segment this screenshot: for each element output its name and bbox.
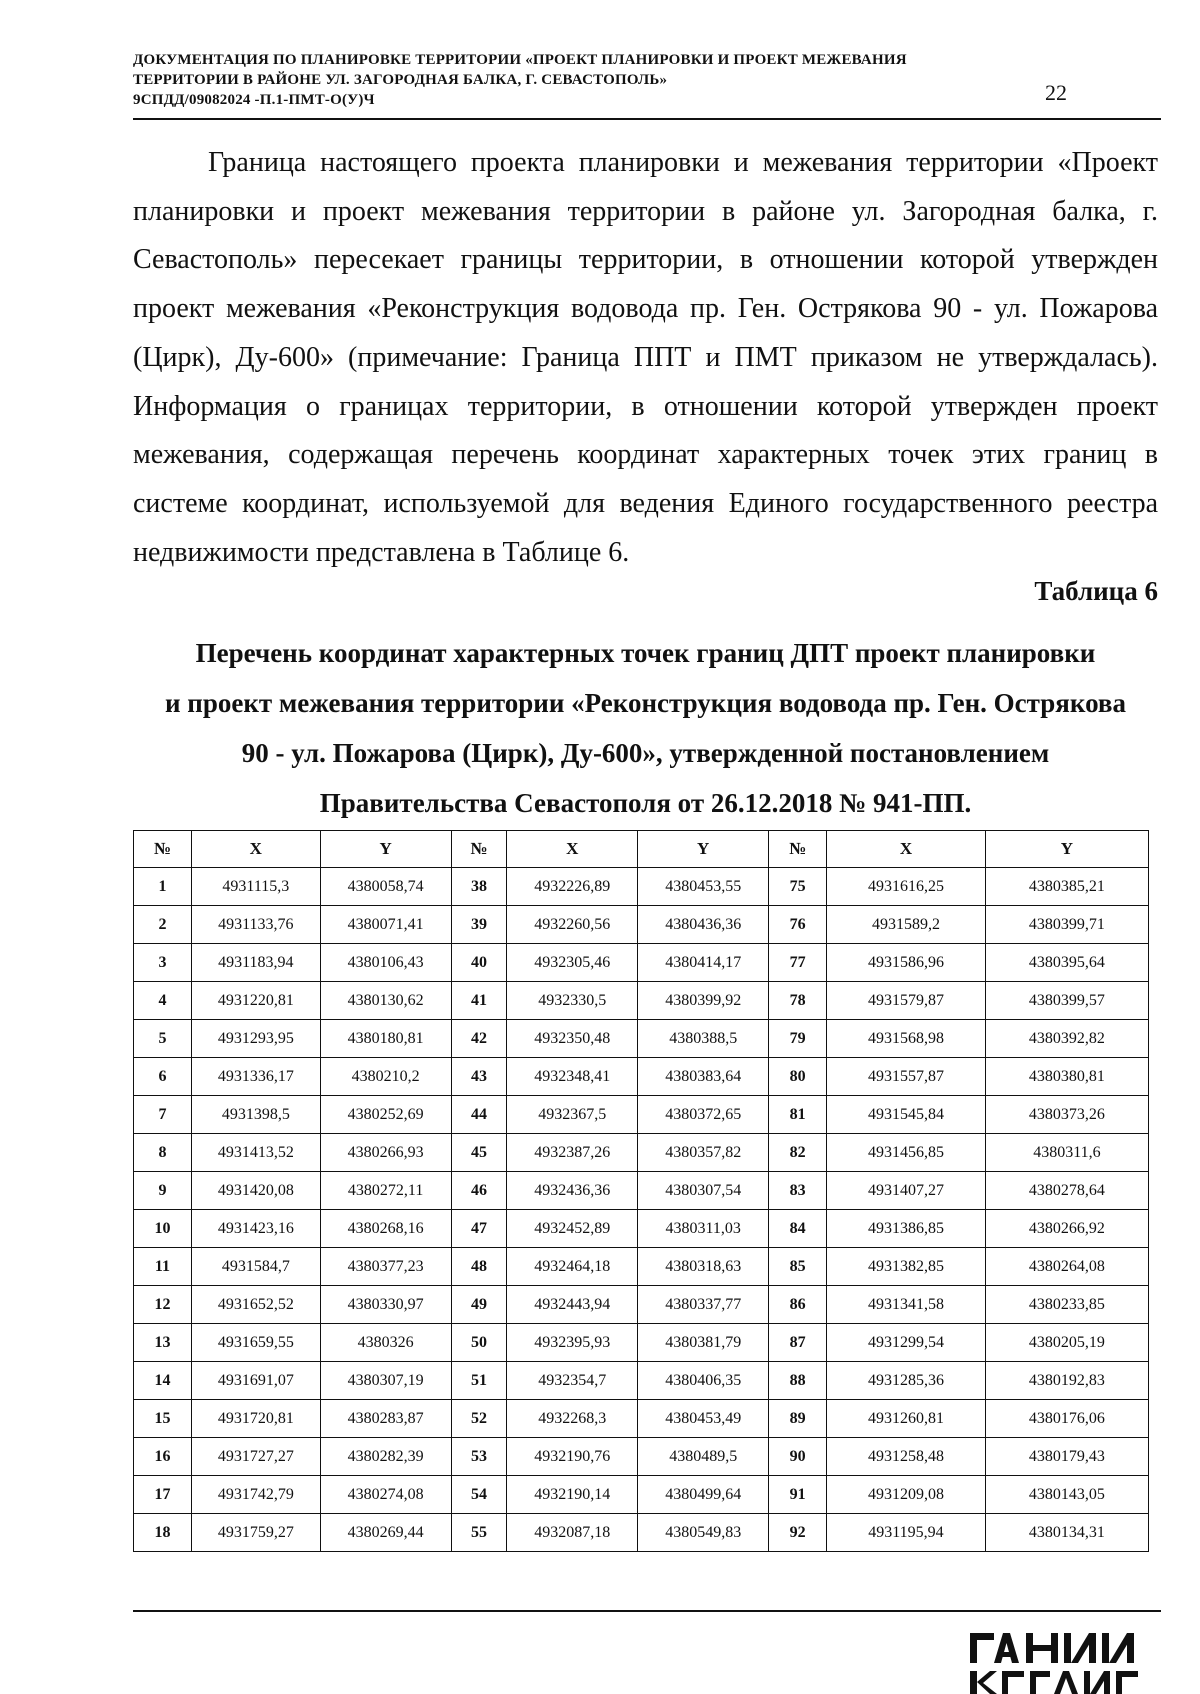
y-coordinate-cell: 4380071,41 — [320, 906, 451, 944]
table-row — [134, 1400, 1149, 1438]
x-coordinate-cell: 4931652,52 — [191, 1286, 320, 1324]
point-number-cell: 83 — [769, 1172, 827, 1210]
x-coordinate-cell: 4931258,48 — [827, 1438, 986, 1476]
x-coordinate-cell: 4932464,18 — [507, 1248, 638, 1286]
body-paragraph: Граница настоящего проекта планировки и межевания территории «Проект планировки и проект межевания территории в районе ул. Загородная балка, г. Севастополь» пересекает границы территории, в отношении которой утвержден проект межевания «Реконструкция водовода пр. Ген. Острякова 90 - ул. Пожарова (Цирк), Ду-600» (примечание: Граница ППТ и ПМТ приказом не утверждалась). Информация о границах территории, в отношении которой утвержден проект межевания, содержащая перечень координат характерных точек этих границ в системе координат, используемой для ведения Единого государственного реестра недвижимости представлена в Таблице 6. — [133, 147, 1158, 568]
point-number-cell: 50 — [451, 1324, 507, 1362]
point-number-cell: 11 — [134, 1248, 192, 1286]
y-coordinate-cell: 4380272,11 — [320, 1172, 451, 1210]
x-coordinate-cell: 4932387,26 — [507, 1134, 638, 1172]
y-coordinate-cell: 4380307,54 — [638, 1172, 769, 1210]
document-header — [133, 50, 1093, 110]
x-coordinate-cell: 4932350,48 — [507, 1020, 638, 1058]
point-number-cell: 7 — [134, 1096, 192, 1134]
point-number-cell: 47 — [451, 1210, 507, 1248]
y-coordinate-cell: 4380274,08 — [320, 1476, 451, 1514]
y-coordinate-cell: 4380311,6 — [985, 1134, 1148, 1172]
x-coordinate-cell: 4931183,94 — [191, 944, 320, 982]
header-cell: X — [507, 831, 638, 868]
point-number-cell: 53 — [451, 1438, 507, 1476]
point-number-cell: 79 — [769, 1020, 827, 1058]
x-coordinate-cell: 4931568,98 — [827, 1020, 986, 1058]
y-coordinate-cell: 4380205,19 — [985, 1324, 1148, 1362]
point-number-cell: 46 — [451, 1172, 507, 1210]
y-coordinate-cell: 4380380,81 — [985, 1058, 1148, 1096]
point-number-cell: 49 — [451, 1286, 507, 1324]
x-coordinate-cell: 4931691,07 — [191, 1362, 320, 1400]
x-coordinate-cell: 4932443,94 — [507, 1286, 638, 1324]
x-coordinate-cell: 4932226,89 — [507, 868, 638, 906]
point-number-cell: 82 — [769, 1134, 827, 1172]
x-coordinate-cell: 4931659,55 — [191, 1324, 320, 1362]
point-number-cell: 87 — [769, 1324, 827, 1362]
header-cell: № — [451, 831, 507, 868]
y-coordinate-cell: 4380395,64 — [985, 944, 1148, 982]
y-coordinate-cell: 4380549,83 — [638, 1514, 769, 1552]
x-coordinate-cell: 4932268,3 — [507, 1400, 638, 1438]
y-coordinate-cell: 4380278,64 — [985, 1172, 1148, 1210]
y-coordinate-cell: 4380414,17 — [638, 944, 769, 982]
point-number-cell: 41 — [451, 982, 507, 1020]
y-coordinate-cell: 4380489,5 — [638, 1438, 769, 1476]
y-coordinate-cell: 4380106,43 — [320, 944, 451, 982]
y-coordinate-cell: 4380269,44 — [320, 1514, 451, 1552]
y-coordinate-cell: 4380392,82 — [985, 1020, 1148, 1058]
y-coordinate-cell: 4380180,81 — [320, 1020, 451, 1058]
x-coordinate-cell: 4931293,95 — [191, 1020, 320, 1058]
y-coordinate-cell: 4380179,43 — [985, 1438, 1148, 1476]
table-label: Таблица 6 — [1034, 576, 1158, 606]
y-coordinate-cell: 4380436,36 — [638, 906, 769, 944]
y-coordinate-cell: 4380192,83 — [985, 1362, 1148, 1400]
y-coordinate-cell: 4380330,97 — [320, 1286, 451, 1324]
table-row — [134, 1058, 1149, 1096]
header-divider — [133, 118, 1161, 120]
x-coordinate-cell: 4931456,85 — [827, 1134, 986, 1172]
point-number-cell: 88 — [769, 1362, 827, 1400]
x-coordinate-cell: 4931413,52 — [191, 1134, 320, 1172]
header-cell: Y — [320, 831, 451, 868]
header-cell: № — [134, 831, 192, 868]
point-number-cell: 4 — [134, 982, 192, 1020]
y-coordinate-cell: 4380266,93 — [320, 1134, 451, 1172]
point-number-cell: 54 — [451, 1476, 507, 1514]
table-row — [134, 1476, 1149, 1514]
footer-divider — [133, 1610, 1161, 1612]
point-number-cell: 16 — [134, 1438, 192, 1476]
point-number-cell: 84 — [769, 1210, 827, 1248]
point-number-cell: 92 — [769, 1514, 827, 1552]
y-coordinate-cell: 4380357,82 — [638, 1134, 769, 1172]
y-coordinate-cell: 4380058,74 — [320, 868, 451, 906]
point-number-cell: 51 — [451, 1362, 507, 1400]
x-coordinate-cell: 4932330,5 — [507, 982, 638, 1020]
x-coordinate-cell: 4931423,16 — [191, 1210, 320, 1248]
x-coordinate-cell: 4931579,87 — [827, 982, 986, 1020]
point-number-cell: 86 — [769, 1286, 827, 1324]
y-coordinate-cell: 4380326 — [320, 1324, 451, 1362]
y-coordinate-cell: 4380499,64 — [638, 1476, 769, 1514]
table-row — [134, 1438, 1149, 1476]
y-coordinate-cell: 4380264,08 — [985, 1248, 1148, 1286]
x-coordinate-cell: 4931420,08 — [191, 1172, 320, 1210]
point-number-cell: 1 — [134, 868, 192, 906]
table-row — [134, 1134, 1149, 1172]
y-coordinate-cell: 4380453,49 — [638, 1400, 769, 1438]
table-row — [134, 1210, 1149, 1248]
table-body — [134, 868, 1149, 1552]
header-title-line-1: ДОКУМЕНТАЦИЯ ПО ПЛАНИРОВКЕ ТЕРРИТОРИИ «ПРОЕКТ ПЛАНИРОВКИ И ПРОЕКТ МЕЖЕВАНИЯ — [133, 52, 907, 68]
point-number-cell: 45 — [451, 1134, 507, 1172]
x-coordinate-cell: 4931720,81 — [191, 1400, 320, 1438]
point-number-cell: 2 — [134, 906, 192, 944]
x-coordinate-cell: 4931341,58 — [827, 1286, 986, 1324]
y-coordinate-cell: 4380252,69 — [320, 1096, 451, 1134]
x-coordinate-cell: 4931115,3 — [191, 868, 320, 906]
table-title-line-4: Правительства Севастополя от 26.12.2018 № 941-ПП. — [319, 788, 972, 818]
x-coordinate-cell: 4932367,5 — [507, 1096, 638, 1134]
point-number-cell: 40 — [451, 944, 507, 982]
table-row — [134, 982, 1149, 1020]
y-coordinate-cell: 4380210,2 — [320, 1058, 451, 1096]
y-coordinate-cell: 4380282,39 — [320, 1438, 451, 1476]
x-coordinate-cell: 4931589,2 — [827, 906, 986, 944]
y-coordinate-cell: 4380399,57 — [985, 982, 1148, 1020]
table-row — [134, 1020, 1149, 1058]
x-coordinate-cell: 4932305,46 — [507, 944, 638, 982]
y-coordinate-cell: 4380399,92 — [638, 982, 769, 1020]
x-coordinate-cell: 4931220,81 — [191, 982, 320, 1020]
table-row — [134, 1248, 1149, 1286]
table-row — [134, 1172, 1149, 1210]
point-number-cell: 91 — [769, 1476, 827, 1514]
y-coordinate-cell: 4380318,63 — [638, 1248, 769, 1286]
y-coordinate-cell: 4380307,19 — [320, 1362, 451, 1400]
point-number-cell: 43 — [451, 1058, 507, 1096]
x-coordinate-cell: 4932190,14 — [507, 1476, 638, 1514]
table-title — [133, 628, 1158, 828]
x-coordinate-cell: 4931299,54 — [827, 1324, 986, 1362]
x-coordinate-cell: 4932260,56 — [507, 906, 638, 944]
table-row — [134, 1324, 1149, 1362]
x-coordinate-cell: 4932436,36 — [507, 1172, 638, 1210]
point-number-cell: 48 — [451, 1248, 507, 1286]
point-number-cell: 18 — [134, 1514, 192, 1552]
x-coordinate-cell: 4932348,41 — [507, 1058, 638, 1096]
table-title-line-2: и проект межевания территории «Реконструкция водовода пр. Ген. Острякова — [164, 688, 1126, 718]
point-number-cell: 10 — [134, 1210, 192, 1248]
y-coordinate-cell: 4380453,55 — [638, 868, 769, 906]
x-coordinate-cell: 4931209,08 — [827, 1476, 986, 1514]
x-coordinate-cell: 4931260,81 — [827, 1400, 986, 1438]
x-coordinate-cell: 4931407,27 — [827, 1172, 986, 1210]
x-coordinate-cell: 4931742,79 — [191, 1476, 320, 1514]
header-cell: X — [827, 831, 986, 868]
y-coordinate-cell: 4380268,16 — [320, 1210, 451, 1248]
institute-logo — [970, 1625, 1170, 1694]
point-number-cell: 6 — [134, 1058, 192, 1096]
point-number-cell: 44 — [451, 1096, 507, 1134]
y-coordinate-cell: 4380311,03 — [638, 1210, 769, 1248]
point-number-cell: 9 — [134, 1172, 192, 1210]
header-cell: № — [769, 831, 827, 868]
point-number-cell: 90 — [769, 1438, 827, 1476]
coordinates-table — [133, 830, 1149, 1552]
point-number-cell: 38 — [451, 868, 507, 906]
y-coordinate-cell: 4380233,85 — [985, 1286, 1148, 1324]
x-coordinate-cell: 4932087,18 — [507, 1514, 638, 1552]
y-coordinate-cell: 4380130,62 — [320, 982, 451, 1020]
x-coordinate-cell: 4931586,96 — [827, 944, 986, 982]
x-coordinate-cell: 4931398,5 — [191, 1096, 320, 1134]
x-coordinate-cell: 4931382,85 — [827, 1248, 986, 1286]
x-coordinate-cell: 4931195,94 — [827, 1514, 986, 1552]
point-number-cell: 39 — [451, 906, 507, 944]
x-coordinate-cell: 4931285,36 — [827, 1362, 986, 1400]
x-coordinate-cell: 4931386,85 — [827, 1210, 986, 1248]
header-cell: X — [191, 831, 320, 868]
header-cell: Y — [638, 831, 769, 868]
y-coordinate-cell: 4380337,77 — [638, 1286, 769, 1324]
table-row — [134, 1096, 1149, 1134]
point-number-cell: 3 — [134, 944, 192, 982]
x-coordinate-cell: 4932190,76 — [507, 1438, 638, 1476]
y-coordinate-cell: 4380134,31 — [985, 1514, 1148, 1552]
y-coordinate-cell: 4380372,65 — [638, 1096, 769, 1134]
y-coordinate-cell: 4380399,71 — [985, 906, 1148, 944]
y-coordinate-cell: 4380266,92 — [985, 1210, 1148, 1248]
x-coordinate-cell: 4931616,25 — [827, 868, 986, 906]
x-coordinate-cell: 4931584,7 — [191, 1248, 320, 1286]
y-coordinate-cell: 4380385,21 — [985, 868, 1148, 906]
y-coordinate-cell: 4380383,64 — [638, 1058, 769, 1096]
y-coordinate-cell: 4380388,5 — [638, 1020, 769, 1058]
header-doc-code: 9СПДД/09082024 -П.1-ПМТ-О(У)Ч — [133, 92, 375, 108]
y-coordinate-cell: 4380406,35 — [638, 1362, 769, 1400]
x-coordinate-cell: 4932354,7 — [507, 1362, 638, 1400]
table-title-line-1: Перечень координат характерных точек границ ДПТ проект планировки — [195, 638, 1096, 668]
x-coordinate-cell: 4931557,87 — [827, 1058, 986, 1096]
table-row — [134, 1362, 1149, 1400]
point-number-cell: 52 — [451, 1400, 507, 1438]
page-number: 22 — [1045, 80, 1067, 105]
point-number-cell: 76 — [769, 906, 827, 944]
y-coordinate-cell: 4380373,26 — [985, 1096, 1148, 1134]
point-number-cell: 80 — [769, 1058, 827, 1096]
x-coordinate-cell: 4932395,93 — [507, 1324, 638, 1362]
x-coordinate-cell: 4931545,84 — [827, 1096, 986, 1134]
body-text — [133, 139, 1158, 577]
x-coordinate-cell: 4931336,17 — [191, 1058, 320, 1096]
point-number-cell: 75 — [769, 868, 827, 906]
table-row — [134, 868, 1149, 906]
header-cell: Y — [985, 831, 1148, 868]
point-number-cell: 15 — [134, 1400, 192, 1438]
point-number-cell: 77 — [769, 944, 827, 982]
y-coordinate-cell: 4380143,05 — [985, 1476, 1148, 1514]
header-title-line-2: ТЕРРИТОРИИ В РАЙОНЕ УЛ. ЗАГОРОДНАЯ БАЛКА, Г. СЕВАСТОПОЛЬ» — [133, 72, 668, 88]
table-header-row — [134, 831, 1149, 868]
point-number-cell: 14 — [134, 1362, 192, 1400]
point-number-cell: 12 — [134, 1286, 192, 1324]
point-number-cell: 78 — [769, 982, 827, 1020]
x-coordinate-cell: 4931133,76 — [191, 906, 320, 944]
point-number-cell: 85 — [769, 1248, 827, 1286]
y-coordinate-cell: 4380381,79 — [638, 1324, 769, 1362]
point-number-cell: 13 — [134, 1324, 192, 1362]
table-row — [134, 906, 1149, 944]
x-coordinate-cell: 4931759,27 — [191, 1514, 320, 1552]
y-coordinate-cell: 4380283,87 — [320, 1400, 451, 1438]
y-coordinate-cell: 4380377,23 — [320, 1248, 451, 1286]
x-coordinate-cell: 4931727,27 — [191, 1438, 320, 1476]
y-coordinate-cell: 4380176,06 — [985, 1400, 1148, 1438]
point-number-cell: 42 — [451, 1020, 507, 1058]
table-row — [134, 944, 1149, 982]
point-number-cell: 5 — [134, 1020, 192, 1058]
table-title-line-3: 90 - ул. Пожарова (Цирк), Ду-600», утвержденной постановлением — [241, 738, 1050, 768]
x-coordinate-cell: 4932452,89 — [507, 1210, 638, 1248]
point-number-cell: 55 — [451, 1514, 507, 1552]
point-number-cell: 89 — [769, 1400, 827, 1438]
point-number-cell: 8 — [134, 1134, 192, 1172]
point-number-cell: 17 — [134, 1476, 192, 1514]
point-number-cell: 81 — [769, 1096, 827, 1134]
table-row — [134, 1286, 1149, 1324]
table-row — [134, 1514, 1149, 1552]
